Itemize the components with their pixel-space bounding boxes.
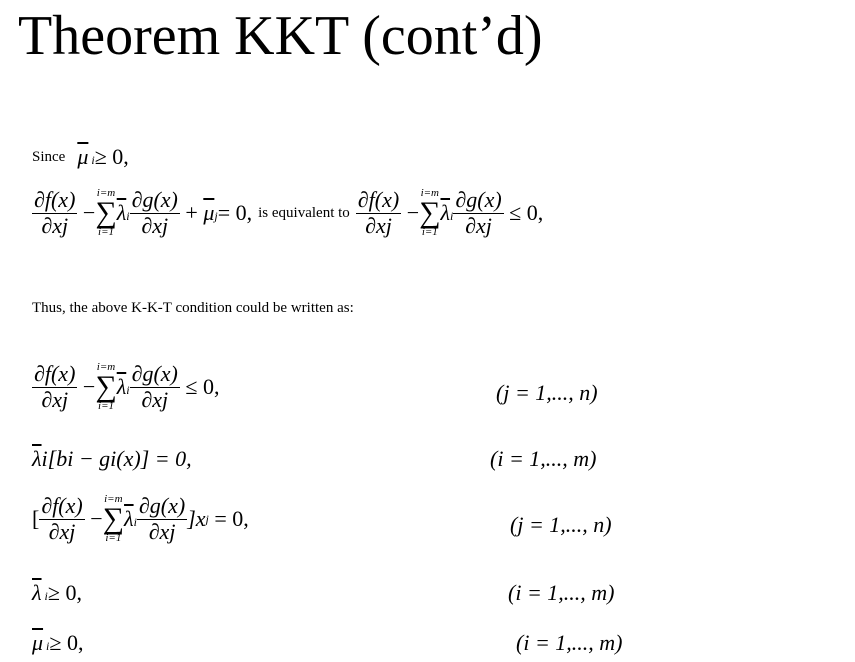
eq0-2: = 0, <box>214 506 249 531</box>
since-label: Since <box>32 148 66 165</box>
mu-j-symbol: $\overline{\mu}j$ <box>203 200 218 225</box>
kkt-condition-1 <box>32 362 219 412</box>
dg-dx-fraction-3: $\frac{\partial g(x)}{\partial xj}$ <box>131 361 178 412</box>
kkt-condition-5 <box>32 630 83 656</box>
minus-sign-4: − <box>90 506 103 531</box>
summation-4: i=m ∑ i=1 <box>102 493 125 544</box>
page-title: Theorem KKT (cont’d) <box>18 5 543 67</box>
minus-sign-2: − <box>406 200 420 225</box>
mu-symbol: $\overline{\mu}$ i <box>77 144 95 169</box>
mu-ge0-2: ≥ 0, <box>49 630 84 655</box>
cond-i-2: (i = 1,..., m) <box>508 580 615 605</box>
df-dx-fraction-2: $\frac{\partial f(x)}{\partial xj}$ <box>357 187 400 238</box>
equivalence-equation <box>32 188 543 238</box>
minus-sign: − <box>82 200 96 225</box>
cond-i-1: (i = 1,..., m) <box>490 446 597 471</box>
le0: ≤ 0, <box>509 200 544 225</box>
le0-2: ≤ 0, <box>185 374 220 399</box>
thus-text: Thus, the above K-K-T condition could be written as: <box>32 300 354 316</box>
lambda-ge0: ≥ 0, <box>47 580 82 605</box>
df-dx-fraction: $\frac{\partial f(x)}{\partial xj}$ <box>34 187 76 238</box>
eq0: = 0, <box>217 200 253 225</box>
lambda-symbol-3: $\overline{\lambda}i$ <box>116 374 130 399</box>
bracket-end: ]x <box>187 506 206 531</box>
equivalent-label: is equivalent to <box>258 204 350 221</box>
plus-sign: + <box>185 200 198 225</box>
dg-dx-fraction: $\frac{\partial g(x)}{\partial xj}$ <box>131 187 178 238</box>
summation-2: i=m ∑ i=1 <box>419 187 441 238</box>
kkt-condition-3: [ $\frac{\partial f(x)}{\partial xj}$ − i=m ∑ i=1 $\overline{\lambda}i$ $\frac{\partial g(x)}{\partial xj}$ ]x j = 0, <box>32 493 249 544</box>
dg-dx-fraction-2: $\frac{\partial g(x)}{\partial xj}$ <box>455 187 502 238</box>
lambda-symbol-5: $\overline{\lambda}i$ <box>124 506 137 531</box>
lambda-symbol-6: $\overline{\lambda}$ i <box>32 580 48 605</box>
df-dx-fraction-3: $\frac{\partial f(x)}{\partial xj}$ <box>34 361 76 412</box>
kkt-condition-4 <box>32 580 82 606</box>
df-dx-fraction-4: $\frac{\partial f(x)}{\partial xj}$ <box>41 493 83 544</box>
lambda-symbol-2: $\overline{\lambda}i$ <box>440 200 454 225</box>
dg-dx-fraction-4: $\frac{\partial g(x)}{\partial xj}$ <box>138 493 186 544</box>
cond-j-1: (j = 1,..., n) <box>496 380 598 405</box>
lambda-symbol-4: $\overline{\lambda}i$ <box>32 446 48 471</box>
kkt-condition-2 <box>32 446 192 472</box>
complementary-bracket: [bi − gi(x)] = 0, <box>47 446 192 471</box>
summation: i=m ∑ i=1 <box>95 187 117 238</box>
minus-sign-3: − <box>82 374 96 399</box>
mu-ge0: ≥ 0, <box>94 144 129 169</box>
cond-j-2: (j = 1,..., n) <box>510 512 612 537</box>
lambda-symbol: $\overline{\lambda}i$ <box>116 200 130 225</box>
since-line <box>32 144 129 170</box>
summation-3: i=m ∑ i=1 <box>95 361 117 412</box>
cond-i-3: (i = 1,..., m) <box>516 630 623 655</box>
mu-symbol-2: $\overline{\mu}$ i <box>32 630 50 655</box>
